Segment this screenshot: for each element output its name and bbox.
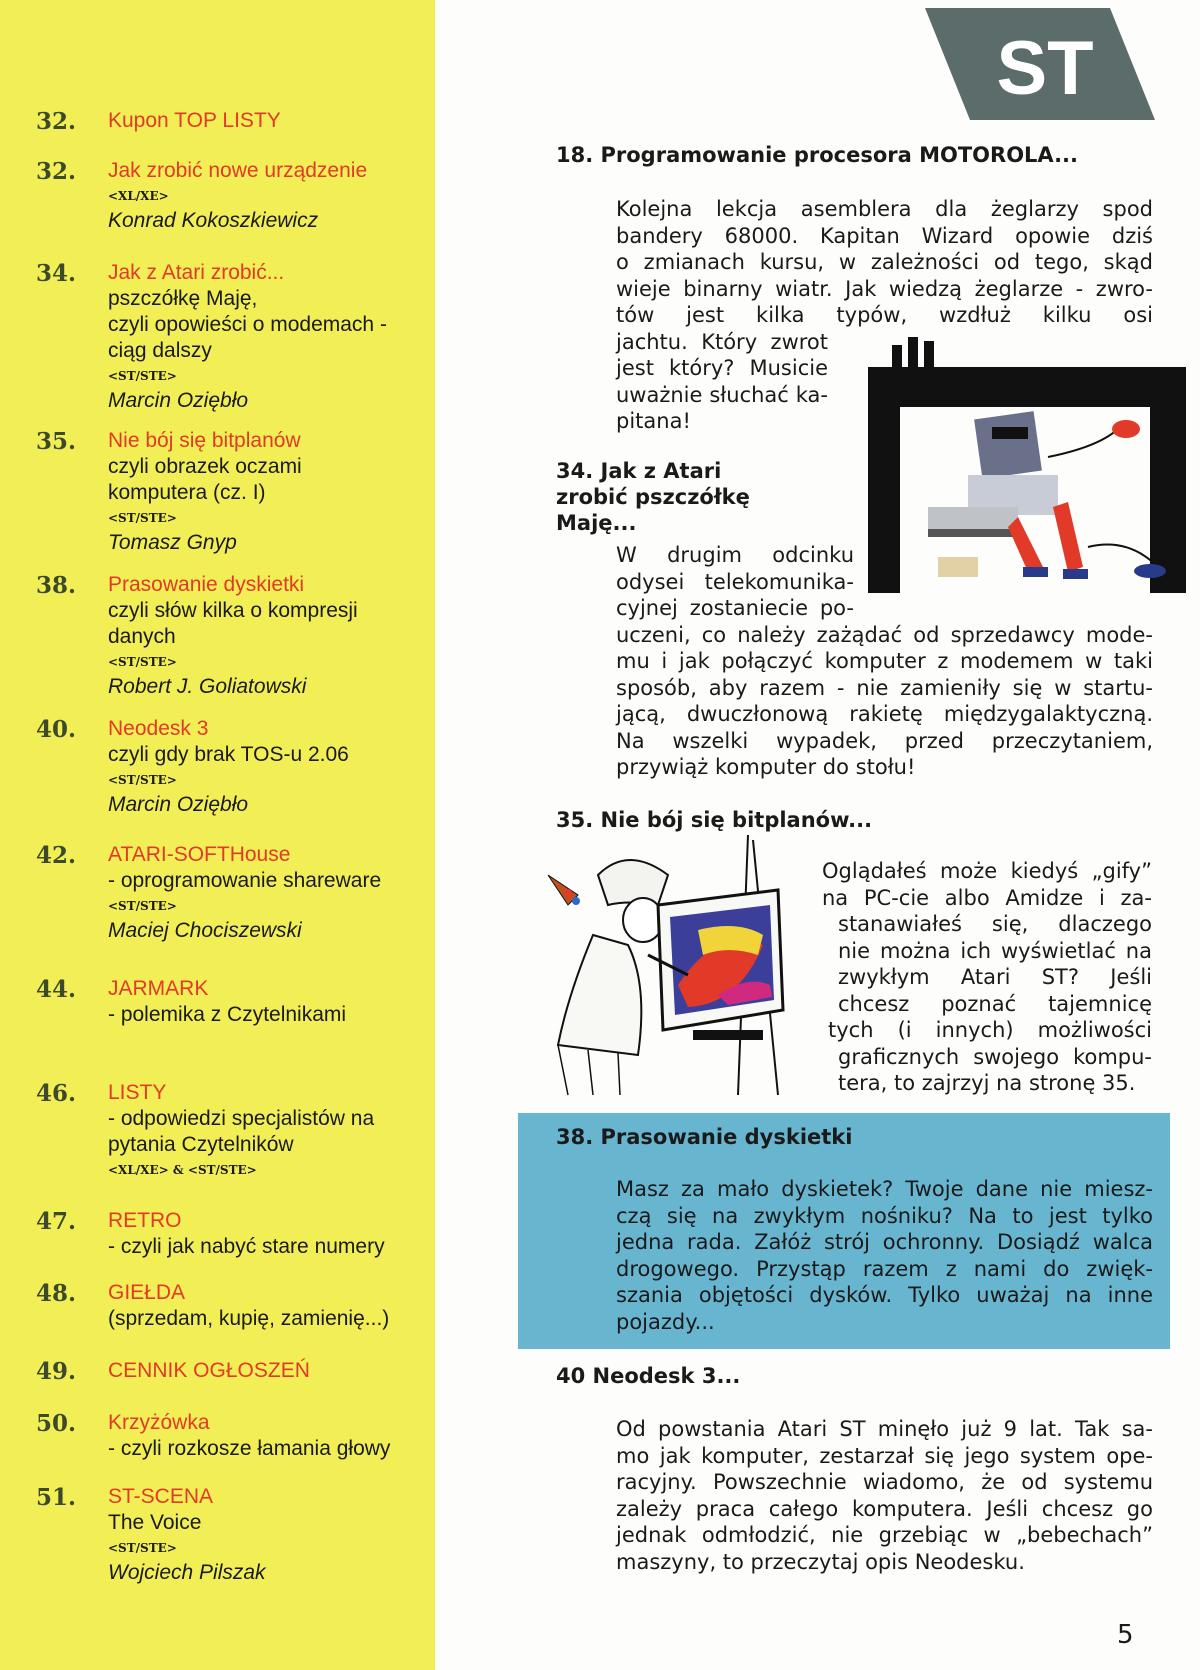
platform-tag: <XL/XE> & <ST/STE>: [108, 1163, 257, 1177]
article-text-line: tych (i innych) możliwości: [828, 1018, 1152, 1042]
article-text-line: jest który? Musicie: [616, 356, 828, 380]
toc-title: RETRO: [108, 1209, 182, 1232]
toc-entry-body: [108, 572, 428, 700]
page-number: 5: [1117, 1620, 1134, 1650]
toc-author: Tomasz Gnyp: [108, 531, 237, 554]
toc-author: Robert J. Goliatowski: [108, 675, 307, 698]
toc-title: Jak z Atari zrobić...: [108, 261, 285, 284]
toc-title: Kupon TOP LISTY: [108, 109, 281, 132]
toc-subtitle-line: czyli słów kilka o kompresji: [108, 599, 358, 622]
article-text-line: jednak odmłodzić, nie grzebiąc w „bebechach”: [616, 1523, 1153, 1547]
toc-entry-body: [108, 108, 428, 134]
toc-page-number: 38.: [36, 572, 77, 599]
toc-page-number: 44.: [36, 976, 77, 1003]
toc-entry-body: [108, 1280, 428, 1332]
toc-author: Konrad Kokoszkiewicz: [108, 209, 319, 232]
toc-page-number: 40.: [36, 716, 77, 743]
toc-entry-body: [108, 428, 428, 556]
toc-entry-body: [108, 1484, 428, 1586]
article-text-line: mu i jak połączyć komputer z modemem w taki: [616, 649, 1153, 673]
toc-page-number: 51.: [36, 1484, 77, 1511]
article-text-line: jedna rada. Załóż strój ochronny. Dosiądź walca: [616, 1230, 1153, 1254]
toc-title: CENNIK OGŁOSZEŃ: [108, 1359, 310, 1382]
article-text-line: Kolejna lekcja asemblera dla żeglarzy spod: [616, 197, 1153, 221]
article-text-line: chcesz poznać tajemnicę: [838, 991, 1152, 1016]
toc-subtitle-line: komputera (cz. I): [108, 481, 266, 504]
toc-subtitle-line: - czyli jak nabyć stare numery: [108, 1235, 385, 1258]
toc-subtitle-line: czyli obrazek oczami: [108, 455, 302, 478]
article-text-line: uważnie słuchać ka-: [616, 382, 828, 407]
toc-entry-body: [108, 1208, 428, 1260]
toc-title: Jak zrobić nowe urządzenie: [108, 159, 368, 182]
article-heading[interactable]: 38. Prasowanie dyskietki: [556, 1125, 853, 1149]
article-text-line: tera, to zajrzyj na stronę 35.: [838, 1071, 1136, 1095]
article-text-line: pitana!: [616, 409, 691, 433]
toc-subtitle-line: pytania Czytelników: [108, 1133, 294, 1156]
article-text-line: jachtu. Który zwrot: [616, 329, 828, 354]
article-heading[interactable]: 40 Neodesk 3...: [556, 1364, 741, 1388]
article-text-line: tów jest kilka typów, wzdłuż kilku osi: [616, 303, 1153, 327]
toc-author: Maciej Chociszewski: [108, 919, 302, 942]
toc-author: Marcin Oziębło: [108, 793, 249, 816]
toc-title: ATARI-SOFTHouse: [108, 843, 291, 866]
platform-tag: <ST/STE>: [108, 655, 177, 669]
article-text-line: zwykłym Atari ST? Jeśli: [838, 965, 1152, 989]
st-badge-label: ST: [996, 26, 1094, 111]
article-text-line: odysei telekomunika-: [616, 569, 854, 594]
article-text-line: W drugim odcinku: [616, 543, 854, 567]
toc-entry-body: [108, 976, 428, 1028]
platform-tag: <ST/STE>: [108, 369, 177, 383]
toc-title: Nie bój się bitplanów: [108, 429, 301, 452]
platform-tag: <ST/STE>: [108, 899, 177, 913]
toc-subtitle-line: (sprzedam, kupię, zamienię...): [108, 1307, 390, 1330]
toc-subtitle-line: ciąg dalszy: [108, 339, 212, 362]
article-text-line: Masz za mało dyskietek? Twoje dane nie miesz-: [616, 1177, 1153, 1201]
article-text-line: jącą, dwuczłonową rakietę międzygalaktyczną.: [616, 702, 1153, 726]
toc-subtitle-line: pszczółkę Maję,: [108, 287, 258, 310]
toc-title: ST-SCENA: [108, 1485, 214, 1508]
platform-tag: <ST/STE>: [108, 1541, 177, 1555]
article-text-line: stanawiałeś się, dlaczego: [838, 912, 1152, 936]
toc-page-number: 32.: [36, 158, 77, 185]
article-text-line: wieje binarny wiatr. Jak wiedzą żeglarze - zwro-: [616, 276, 1153, 301]
toc-page-number: 35.: [36, 428, 77, 455]
toc-author: Marcin Oziębło: [108, 389, 249, 412]
toc-page-number: 49.: [36, 1358, 77, 1385]
article-heading[interactable]: 35. Nie bój się bitplanów...: [556, 808, 873, 832]
article-text-line: Na wszelki wypadek, przed przeczytaniem,: [616, 728, 1153, 753]
toc-subtitle-line: - czyli rozkosze łamania głowy: [108, 1437, 391, 1460]
st-badge: [925, 8, 1155, 120]
article-text-line: mo jak komputer, zestarzał się jego system ope-: [616, 1443, 1153, 1468]
article-text-line: graficznych swojego kompu-: [838, 1044, 1152, 1069]
article-text-line: czą się na zwykłym nośniku? Na to jest tylko: [616, 1203, 1153, 1228]
toc-author: Wojciech Pilszak: [108, 1561, 266, 1584]
article-text-line: racyjny. Powszechnie wiadomo, że od systemu: [616, 1470, 1153, 1494]
article-text-line: Oglądałeś może kiedyś „gify”: [822, 859, 1152, 883]
toc-page-number: 48.: [36, 1280, 77, 1307]
toc-subtitle-line: danych: [108, 625, 176, 648]
toc-page-number: 50.: [36, 1410, 77, 1437]
toc-subtitle-line: czyli gdy brak TOS-u 2.06: [108, 743, 349, 766]
toc-entry-body: [108, 260, 428, 414]
article-heading[interactable]: 34. Jak z Atari zrobić pszczółkę Maję...: [556, 459, 750, 535]
toc-title: LISTY: [108, 1081, 167, 1104]
toc-subtitle-line: - oprogramowanie shareware: [108, 869, 382, 892]
platform-tag: <XL/XE>: [108, 189, 169, 203]
toc-title: GIEŁDA: [108, 1281, 186, 1304]
toc-subtitle-line: The Voice: [108, 1511, 202, 1534]
toc-title: JARMARK: [108, 977, 209, 1000]
article-text-line: sposób, aby razem - nie zamieniły się w startu-: [616, 675, 1153, 700]
article-text-line: cyjnej zostaniecie po-: [616, 596, 854, 620]
toc-entry-body: [108, 1080, 428, 1182]
toc-entry-body: [108, 1358, 428, 1384]
toc-entry-body: [108, 1410, 428, 1462]
article-text-line: o zmianach kursu, w zależności od tego, skąd: [616, 250, 1153, 274]
article-text-line: Od powstania Atari ST minęło już 9 lat. Tak sa-: [616, 1417, 1153, 1441]
article-text-line: nie można ich wyświetlać na: [838, 938, 1152, 963]
article-text-line: na PC-cie albo Amidze i za-: [822, 885, 1152, 910]
toc-page-number: 47.: [36, 1208, 77, 1235]
toc-entry-body: [108, 158, 428, 234]
robot-illustration: [868, 337, 1186, 593]
toc-subtitle-line: - odpowiedzi specjalistów na: [108, 1107, 375, 1130]
article-text-line: przywiąż komputer do stołu!: [616, 755, 916, 779]
toc-page-number: 42.: [36, 842, 77, 869]
toc-title: Neodesk 3: [108, 717, 209, 740]
article-text-line: szania objętości dysków. Tylko uważaj na inne: [616, 1283, 1153, 1307]
article-heading[interactable]: 18. Programowanie procesora MOTOROLA...: [556, 143, 1079, 167]
toc-page-number: 46.: [36, 1080, 77, 1107]
toc-title: Prasowanie dyskietki: [108, 573, 305, 596]
toc-subtitle-line: czyli opowieści o modemach -: [108, 313, 387, 336]
toc-entry-body: [108, 842, 428, 944]
toc-subtitle-line: - polemika z Czytelnikami: [108, 1003, 347, 1026]
article-text-line: zależy praca całego komputera. Jeśli chcesz go: [616, 1496, 1153, 1521]
platform-tag: <ST/STE>: [108, 773, 177, 787]
article-text-line: drogowego. Przystąp razem z nami do zwięk-: [616, 1256, 1153, 1281]
platform-tag: <ST/STE>: [108, 511, 177, 525]
article-text-line: pojazdy...: [616, 1309, 715, 1334]
article-text-line: uczeni, co należy zażądać od sprzedawcy mode-: [616, 622, 1153, 647]
toc-page-number: 32.: [36, 108, 77, 135]
painter-illustration: [538, 835, 818, 1097]
article-text-line: bandery 68000. Kapitan Wizard opowie dziś: [616, 223, 1153, 248]
article-text-line: maszyny, to przeczytaj opis Neodesku.: [616, 1549, 1025, 1574]
toc-title: Krzyżówka: [108, 1411, 210, 1434]
toc-entry-body: [108, 716, 428, 818]
toc-page-number: 34.: [36, 260, 77, 287]
